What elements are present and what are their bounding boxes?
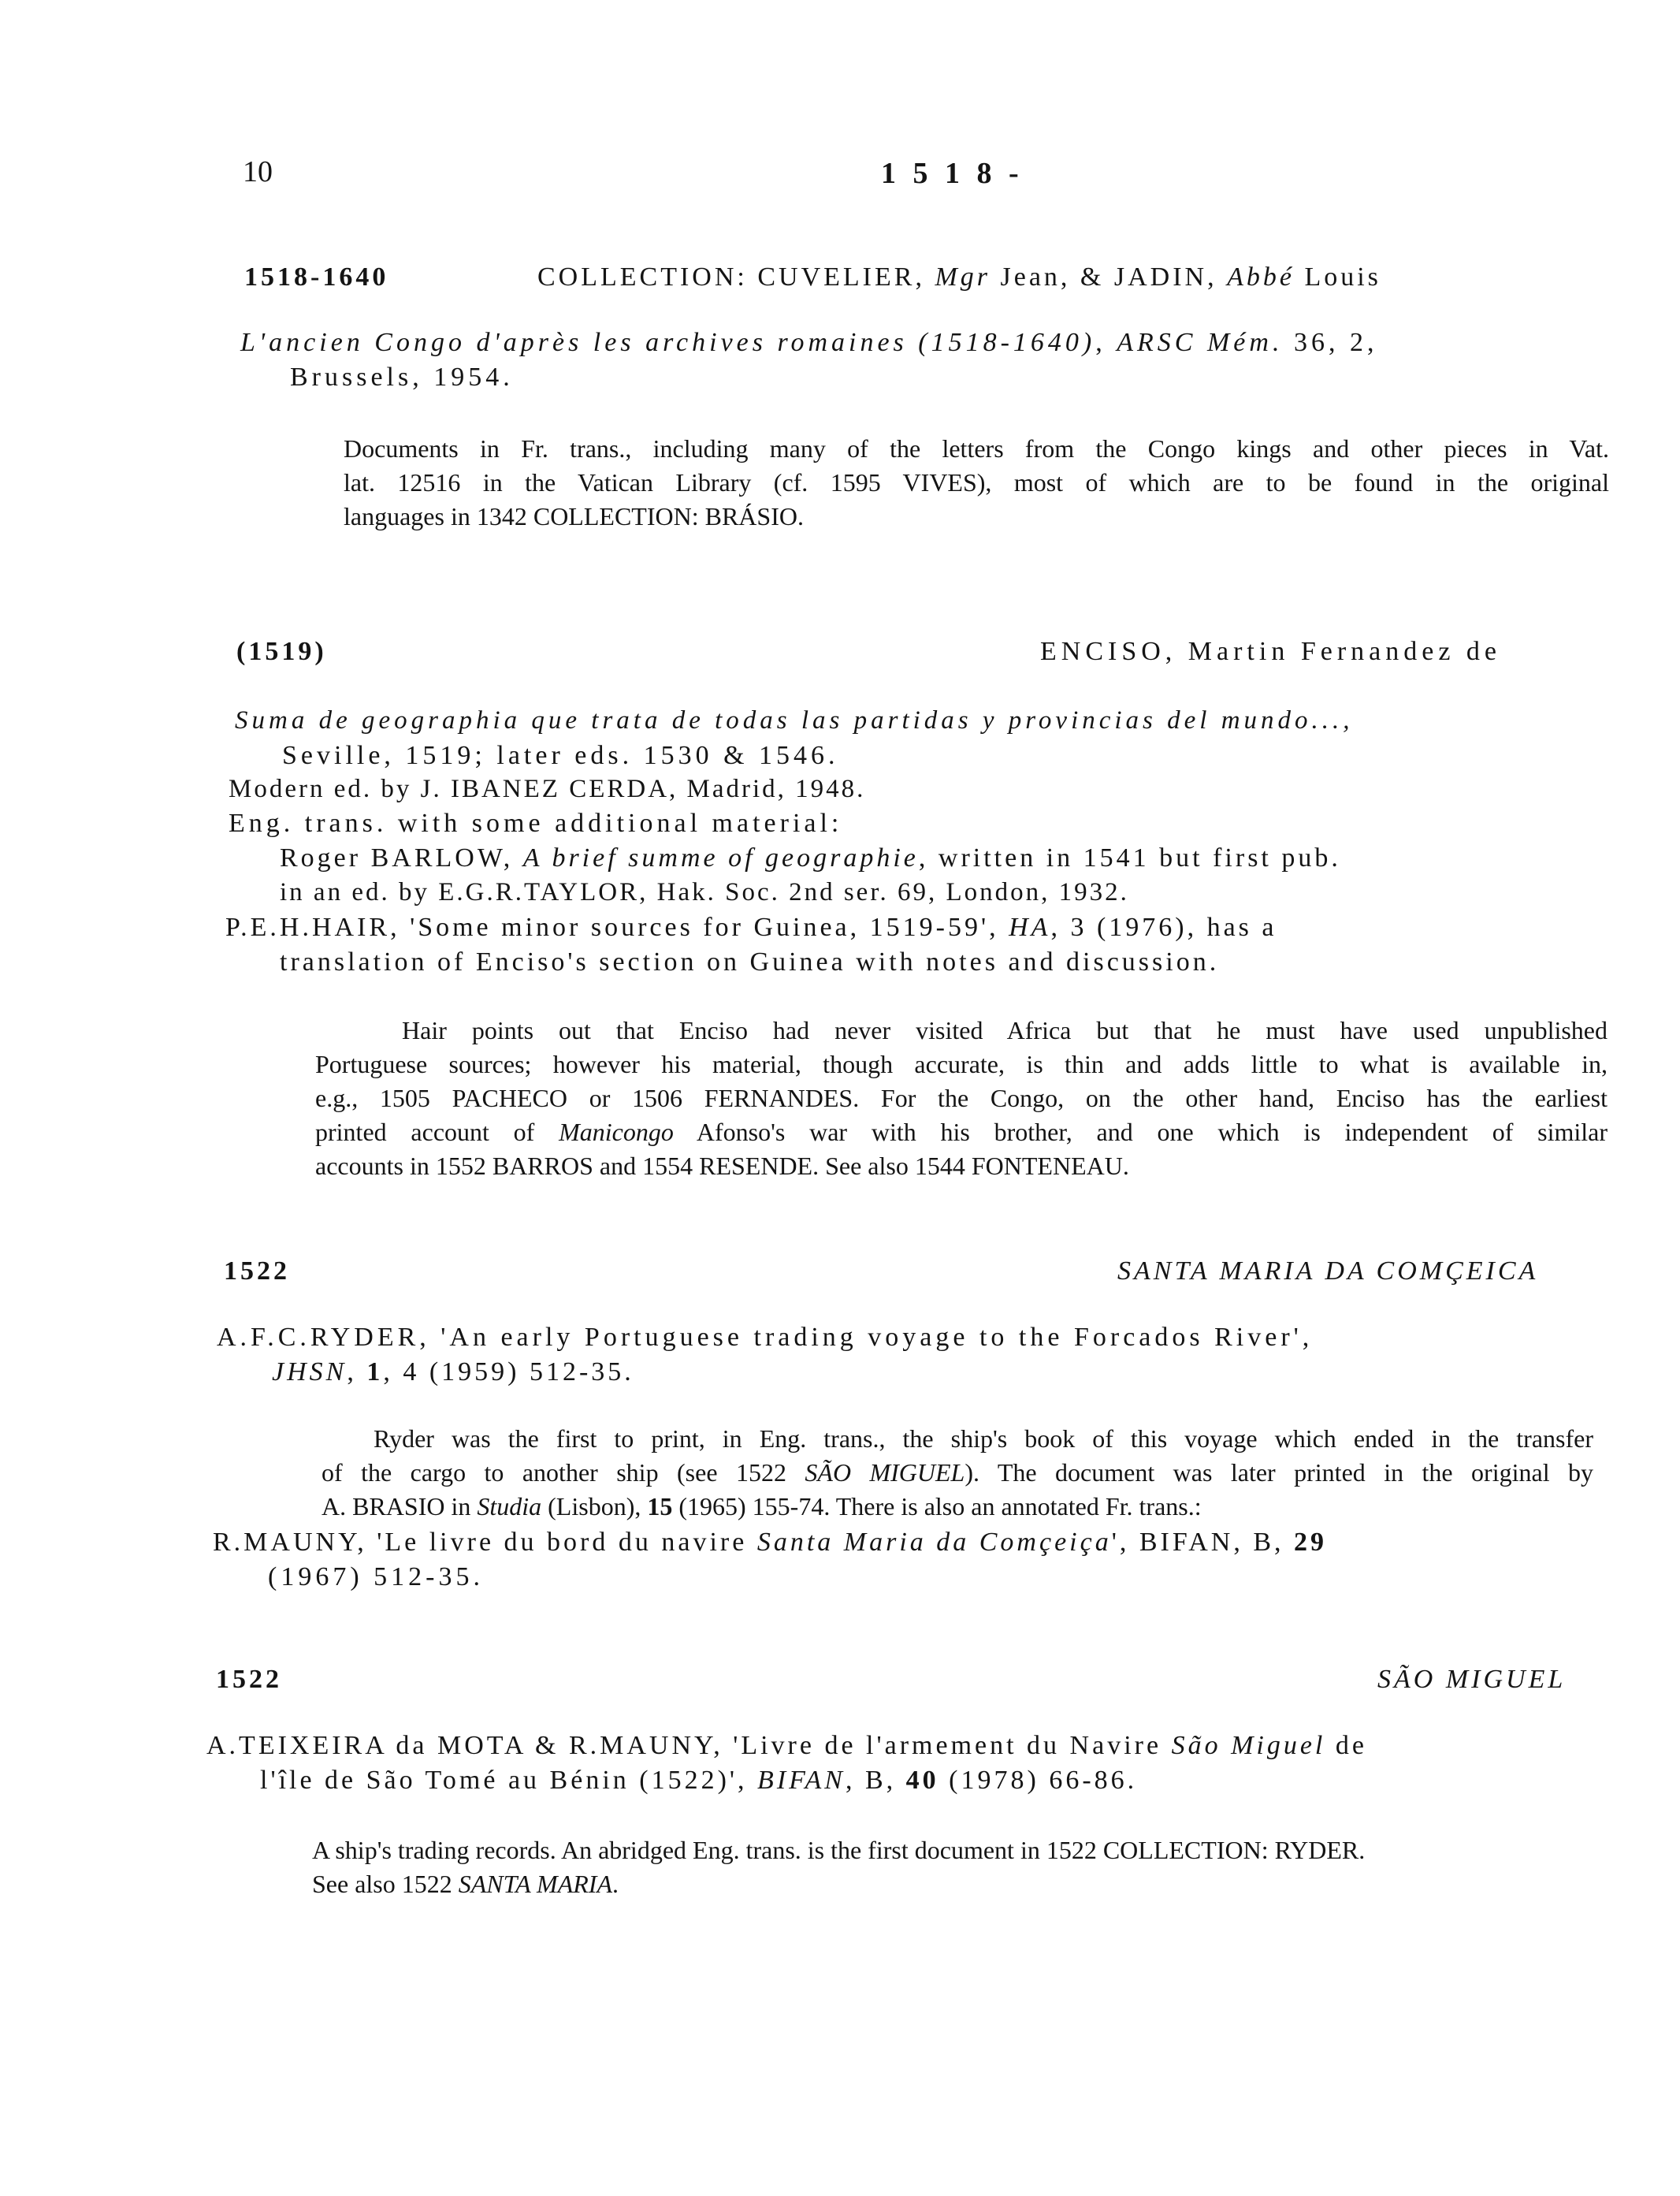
entry-date: 1522 <box>224 1256 290 1286</box>
citation-line: l'île de São Tomé au Bénin (1522)', BIFAN, B, 40 (1978) 66-86. <box>260 1766 1138 1795</box>
entry-date: 1518-1640 <box>244 262 389 292</box>
entry-heading: COLLECTION: CUVELIER, Mgr Jean, & JADIN, Abbé Louis <box>537 262 1381 292</box>
entry-heading: ENCISO, Martin Fernandez de <box>1040 637 1502 666</box>
entry-heading: SÃO MIGUEL <box>1377 1665 1567 1694</box>
citation-line: JHSN, 1, 4 (1959) 512-35. <box>272 1357 634 1386</box>
citation-line: A.F.C.RYDER, 'An early Portuguese trading voyage to the Forcados River', <box>217 1323 1314 1352</box>
citation-line: Seville, 1519; later eds. 1530 & 1546. <box>282 741 839 770</box>
citation-line: L'ancien Congo d'après les archives romaines (1518-1640), ARSC Mém. 36, 2, <box>240 328 1378 357</box>
annotation-paragraph: A ship's trading records. An abridged Eng. trans. is the first document in 1522 COLLECTION: RYDER. See also 1522 SANTA MARIA. <box>312 1836 1366 1898</box>
citation-line: Roger BARLOW, A brief summe of geographie, written in 1541 but first pub. <box>280 843 1341 873</box>
annotation-paragraph: Ryder was the first to print, in Eng. trans., the ship's book of this voyage which ended in the transfer of the cargo to another ship (see 1522 SÃO MIGUEL). The document was later printed in the original by A. BRASIO in Studia (Lisbon), 15 (1965) 155-74. There is also an annotated Fr. trans.: <box>322 1424 1594 1520</box>
citation-line: R.MAUNY, 'Le livre du bord du navire Santa Maria da Comçeiça', BIFAN, B, 29 <box>213 1528 1328 1557</box>
citation-line: Brussels, 1954. <box>290 363 514 392</box>
citation-line: translation of Enciso's section on Guinea with notes and discussion. <box>280 947 1220 977</box>
citation-line: in an ed. by E.G.R.TAYLOR, Hak. Soc. 2nd ser. 69, London, 1932. <box>280 878 1129 906</box>
annotation-paragraph: Documents in Fr. trans., including many of the letters from the Congo kings and other pieces in Vat. lat. 12516 in the Vatican Library (cf. 1595 VIVES), most of which are to be found in the original languages in 1342 COLLECTION: BRÁSIO. <box>344 434 1609 530</box>
entry-date: (1519) <box>236 637 327 666</box>
annotation-paragraph: Hair points out that Enciso had never visited Africa but that he must have used unpublished Portuguese sources; however his material, though accurate, is thin and adds little to what is available in, e.g., 1505 PACHECO or 1506 FERNANDES. For the Congo, on the other hand, Enciso has the earliest printed account of Manicongo Afonso's war with his brother, and one which is independent of similar accounts in 1552 BARROS and 1554 RESENDE. See also 1544 FONTENEAU. <box>315 1016 1608 1180</box>
page-number: 10 <box>243 155 273 188</box>
citation-line: Eng. trans. with some additional material: <box>229 809 843 838</box>
entry-heading: SANTA MARIA DA COMÇEICA <box>1117 1256 1539 1286</box>
citation-line: Suma de geographia que trata de todas las partidas y provincias del mundo..., <box>235 706 1354 735</box>
citation-line: (1967) 512-35. <box>268 1562 484 1591</box>
entry-date: 1522 <box>216 1665 282 1694</box>
citation-line: P.E.H.HAIR, 'Some minor sources for Guinea, 1519-59', HA, 3 (1976), has a <box>225 913 1277 942</box>
citation-line: A.TEIXEIRA da MOTA & R.MAUNY, 'Livre de l'armement du Navire São Miguel de <box>206 1731 1367 1760</box>
running-title: 1 5 1 8 - <box>881 157 1024 190</box>
citation-line: Modern ed. by J. IBANEZ CERDA, Madrid, 1948. <box>229 775 866 803</box>
